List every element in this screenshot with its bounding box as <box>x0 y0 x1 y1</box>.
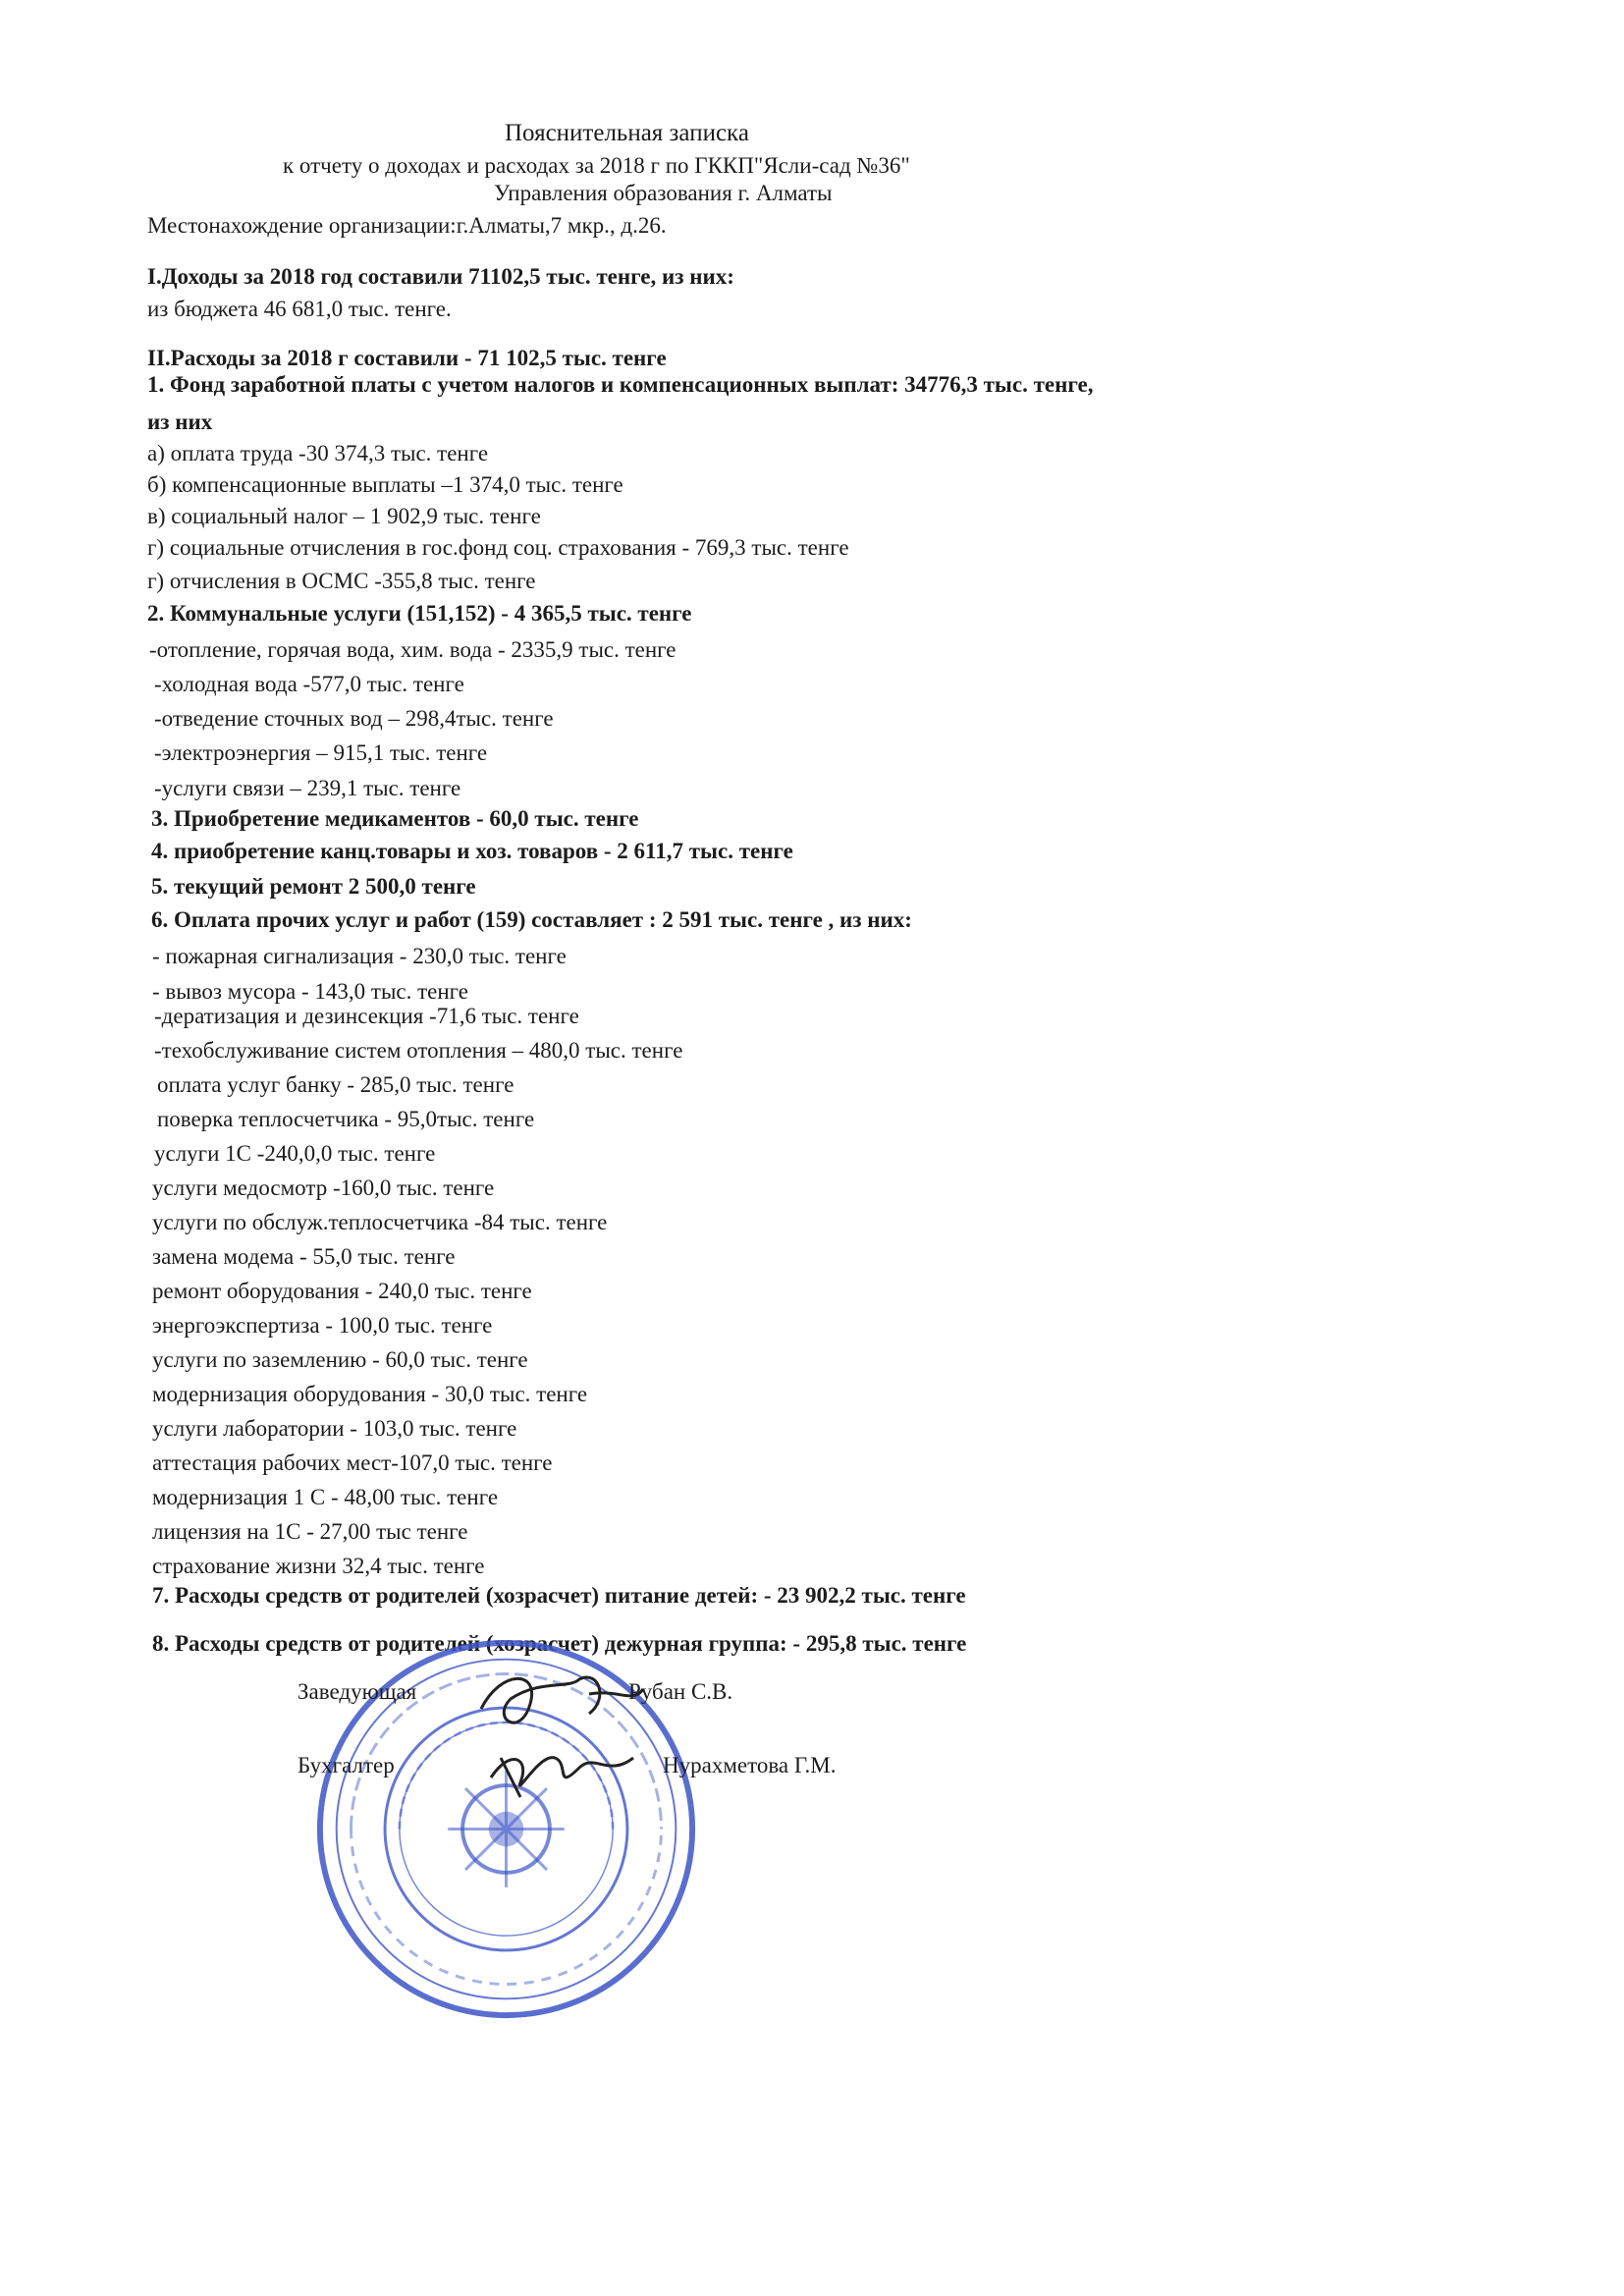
section-6-item: лицензия на 1С - 27,00 тыс тенге <box>152 1519 468 1544</box>
expenses-heading: II.Расходы за 2018 г составили - 71 102,5 тыс. тенге <box>147 346 667 370</box>
doc-location: Местонахождение организации:г.Алматы,7 мкр., д.26. <box>147 213 667 238</box>
section-6-item: ремонт оборудования - 240,0 тыс. тенге <box>152 1279 532 1303</box>
section-8-title: 8. Расходы средств от родителей (хозрасчет) дежурная группа: - 295,8 тыс. тенге <box>152 1631 967 1656</box>
section-6-item: услуги 1С -240,0,0 тыс. тенге <box>154 1141 436 1166</box>
section-1-item: б) компенсационные выплаты –1 374,0 тыс. тенге <box>147 472 623 497</box>
section-4-title: 4. приобретение канц.товары и хоз. товаров - 2 611,7 тыс. тенге <box>151 839 793 863</box>
section-1-item: в) социальный налог – 1 902,9 тыс. тенге <box>147 504 541 528</box>
section-6-item: аттестация рабочих мест-107,0 тыс. тенге <box>152 1450 553 1475</box>
doc-title: Пояснительная записка <box>505 120 749 146</box>
section-2-item: -отопление, горячая вода, хим. вода - 2335,9 тыс. тенге <box>149 637 677 662</box>
income-budget-line: из бюджета 46 681,0 тыс. тенге. <box>147 297 452 321</box>
head-role: Заведующая <box>298 1679 417 1704</box>
section-6-item: -дератизация и дезинсекция -71,6 тыс. тенге <box>154 1004 579 1028</box>
section-6-title: 6. Оплата прочих услуг и работ (159) составляет : 2 591 тыс. тенге , из них: <box>151 907 912 932</box>
section-1-title: 1. Фонд заработной платы с учетом налогов и компенсационных выплат: 34776,3 тыс. тенге, <box>147 372 1094 397</box>
accountant-role: Бухгалтер <box>298 1753 395 1777</box>
section-6-item: энергоэкспертиза - 100,0 тыс. тенге <box>152 1313 493 1338</box>
income-heading: I.Доходы за 2018 год составили 71102,5 тыс. тенге, из них: <box>147 264 734 289</box>
section-1-title-cont: из них <box>147 410 213 434</box>
section-6-item: -техобслуживание систем отопления – 480,0 тыс. тенге <box>154 1038 683 1063</box>
doc-subtitle-1: к отчету о доходах и расходах за 2018 г по ГККП"Ясли-сад №36" <box>283 153 910 178</box>
section-2-item: -услуги связи – 239,1 тыс. тенге <box>154 776 461 800</box>
section-5-title: 5. текущий ремонт 2 500,0 тенге <box>151 874 476 899</box>
section-2-item: -электроэнергия – 915,1 тыс. тенге <box>154 740 488 765</box>
section-6-item: модернизация 1 С - 48,00 тыс. тенге <box>152 1485 499 1509</box>
section-6-item: поверка теплосчетчика - 95,0тыс. тенге <box>157 1107 535 1131</box>
section-1-item: г) отчисления в ОСМС -355,8 тыс. тенге <box>147 569 536 593</box>
section-6-item: - пожарная сигнализация - 230,0 тыс. тенге <box>152 944 567 968</box>
section-6-item: услуги медосмотр -160,0 тыс. тенге <box>152 1175 495 1200</box>
section-6-item: - вывоз мусора - 143,0 тыс. тенге <box>152 979 469 1004</box>
section-3-title: 3. Приобретение медикаментов - 60,0 тыс. тенге <box>151 806 639 831</box>
section-6-item: услуги по обслуж.теплосчетчика -84 тыс. тенге <box>152 1210 608 1234</box>
section-1-item: а) оплата труда -30 374,3 тыс. тенге <box>147 441 489 465</box>
section-6-item: услуги лаборатории - 103,0 тыс. тенге <box>152 1416 517 1441</box>
section-2-item: -отведение сточных вод – 298,4тыс. тенге <box>154 706 554 731</box>
section-2-title: 2. Коммунальные услуги (151,152) - 4 365,5 тыс. тенге <box>147 601 692 626</box>
section-1-item: г) социальные отчисления в гос.фонд соц. страхования - 769,3 тыс. тенге <box>147 535 849 560</box>
head-name: Рубан С.В. <box>628 1679 733 1704</box>
section-6-item: услуги по заземлению - 60,0 тыс. тенге <box>152 1347 528 1372</box>
section-7-title: 7. Расходы средств от родителей (хозрасчет) питание детей: - 23 902,2 тыс. тенге <box>152 1583 966 1608</box>
section-6-item: модернизация оборудования - 30,0 тыс. тенге <box>152 1382 588 1406</box>
section-6-item: оплата услуг банку - 285,0 тыс. тенге <box>157 1072 514 1097</box>
section-6-item: страхование жизни 32,4 тыс. тенге <box>152 1554 485 1578</box>
accountant-name: Нурахметова Г.М. <box>663 1753 837 1777</box>
section-2-item: -холодная вода -577,0 тыс. тенге <box>154 672 464 696</box>
doc-subtitle-2: Управления образования г. Алматы <box>494 181 833 205</box>
section-6-item: замена модема - 55,0 тыс. тенге <box>152 1244 456 1269</box>
